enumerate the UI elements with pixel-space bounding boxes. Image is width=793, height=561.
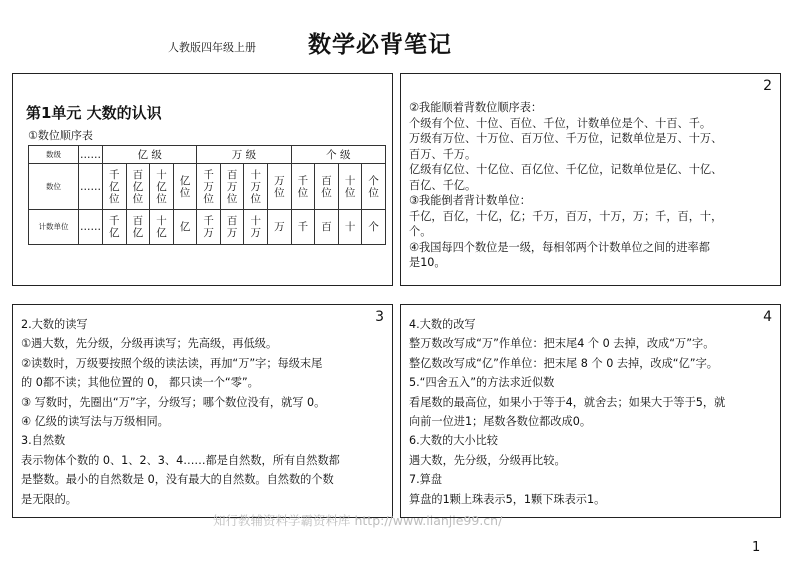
text-line: 遇大数，先分级，分级再比较。 [409,453,566,467]
level-ge: 个 级 [291,146,385,164]
unit-cell: 十亿 [150,210,174,245]
card-page-number: 3 [375,309,384,325]
watermark: 知行教辅资料学霸资料库 http://www.lianjie99.cn/ [213,513,503,528]
card-text [21,315,386,509]
text-line: 百万、千万。 [409,147,477,161]
card-page-number: 2 [763,78,772,94]
position-cell: 百位 [315,164,339,210]
unit-cell: 十万 [244,210,268,245]
document-title: 数学必背笔记 [308,32,452,58]
unit-cell: 十 [338,210,362,245]
position-cell: 十位 [338,164,362,210]
text-line: 4.大数的改写 [409,318,476,331]
unit-cell: 千亿 [103,210,127,245]
position-cell: 百万位 [220,164,244,210]
card-rewriting [400,304,781,518]
card-memorize-order [400,73,781,286]
card-place-value [12,73,393,286]
label-position: 数位 [29,164,79,210]
label-unit: 计数单位 [29,210,79,245]
text-line: ②我能顺着背数位顺序表： [409,101,543,114]
text-line: ①遇大数，先分级，分级再读写；先高级，再低级。 [21,337,278,351]
text-line: 整万数改写成“万”作单位：把末尾4 个 0 去掉，改成“万”字。 [409,337,715,351]
unit-cell: 百万 [220,210,244,245]
text-line: 3.自然数 [21,434,66,448]
position-cell: 千亿位 [103,164,127,210]
unit-cell: 个 [362,210,386,245]
position-cell: 十万位 [244,164,268,210]
unit-cell: 千 [291,210,315,245]
position-cell: 个位 [362,164,386,210]
position-cell: 千位 [291,164,315,210]
text-line: 的 0都不读；其他位置的 0， 都只读一个“零”。 [21,376,259,390]
text-line: 亿级有亿位、十亿位、百亿位、千亿位，记数单位是亿、十亿、 [409,163,723,176]
text-line: 是无限的。 [21,492,77,506]
text-line: 个级有个位、十位、百位、千位，计数单位是个、十百、千。 [409,116,712,130]
text-line: 万级有万位、十万位、百万位、千万位，记数单位是万、十万、 [409,132,723,145]
position-cell: 千万位 [197,164,221,210]
position-cell: 百亿位 [126,164,150,210]
level-yi: 亿 级 [103,146,197,164]
text-line: 算盘的1颗上珠表示5，1颗下珠表示1。 [409,492,606,506]
dots-cell: …… [79,146,103,164]
place-value-table [28,145,386,245]
document-subtitle: 人教版四年级上册 [168,41,256,54]
page-number: 1 [752,540,761,555]
unit-cell: 百亿 [126,210,150,245]
unit-cell: 万 [268,210,292,245]
text-line: 2.大数的读写 [21,318,88,331]
section-title: ①数位顺序表 [28,129,93,142]
text-line: 看尾数的最高位，如果小于等于4，就舍去；如果大于等于5，就 [409,395,726,409]
unit-title: 第1单元 大数的认识 [26,104,162,122]
text-line: 整亿数改写成“亿”作单位：把末尾 8 个 0 去掉，改成“亿”字。 [409,356,718,370]
position-cell: 万位 [268,164,292,210]
unit-cell: 亿 [173,210,197,245]
text-line: 向前一位进1；尾数各数位都改成0。 [409,415,592,429]
dots-cell: …… [79,210,103,245]
card-reading-writing [12,304,393,518]
text-line: ②读数时，万级要按照个级的读法读，再加“万”字；每级末尾 [21,356,323,370]
text-line: ③ 写数时，先圈出“万”字，分级写；哪个数位没有，就写 0。 [21,395,326,409]
card-page-number: 4 [763,309,772,325]
text-line: ④我国每四个数位是一级，每相邻两个计数单位之间的进率都 [409,240,710,254]
text-line: 5.“四舍五入”的方法求近似数 [409,376,555,390]
dots-cell: …… [79,164,103,210]
text-line: 百亿、千亿。 [409,178,477,192]
position-cell: 亿位 [173,164,197,210]
text-line: ③我能倒者背计数单位： [409,194,531,207]
text-line: 表示物体个数的 0、1、2、3、4……都是自然数，所有自然数都 [21,453,340,467]
card-text [409,315,774,509]
level-wan: 万 级 [197,146,291,164]
label-level: 数级 [29,146,79,164]
unit-cell: 千万 [197,210,221,245]
text-line: 7.算盘 [409,473,443,487]
text-line: 个。 [409,225,432,238]
text-line: 是10。 [409,256,446,269]
unit-cell: 百 [315,210,339,245]
text-line: 是整数。最小的自然数是 0，没有最大的自然数。自然数的个数 [21,473,334,487]
text-line: ④ 亿级的读写法与万级相同。 [21,415,169,429]
text-line: 6.大数的大小比较 [409,434,498,448]
position-cell: 十亿位 [150,164,174,210]
text-line: 千亿，百亿，十亿，亿；千万，百万，十万，万；千，百，十， [409,209,723,223]
card-text [409,100,774,271]
